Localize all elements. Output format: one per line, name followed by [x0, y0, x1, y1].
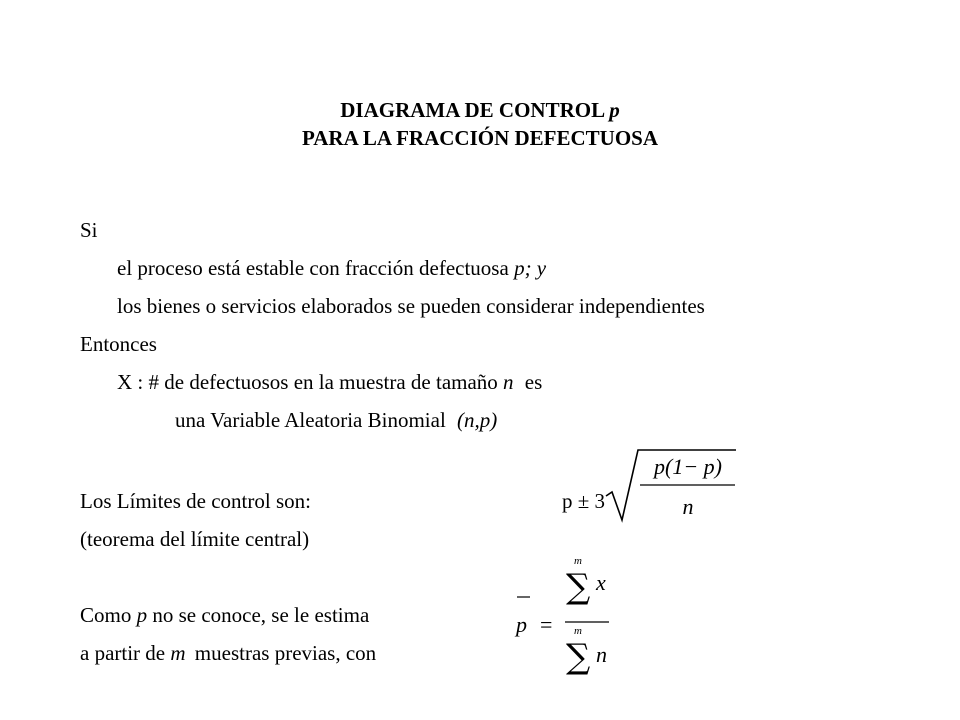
estima-suffix: no se conoce, se le estima [152, 603, 370, 627]
teorema-text: (teorema del límite central) [80, 527, 310, 551]
muestras-suffix: muestras previas, con [194, 641, 377, 665]
condition-2 [117, 293, 705, 319]
sqrt-formula [600, 448, 740, 538]
binomial-line [175, 407, 497, 433]
binomial-text: una Variable Aleatoria Binomial [175, 408, 446, 432]
estima-prefix: Como [80, 603, 132, 627]
teorema-line [80, 526, 309, 552]
denominator-sum-symbol: ∑ [566, 637, 591, 677]
x-definition [117, 369, 542, 395]
pbar-equals: = [540, 612, 553, 637]
page-subtitle [0, 124, 960, 152]
sqrt-numerator: p(1− p) [654, 454, 722, 479]
si-label [80, 217, 98, 243]
page-title [0, 96, 960, 124]
sqrt-denominator: n [682, 494, 694, 519]
denominator-var: n [596, 642, 607, 667]
binomial-params: (n,p) [457, 408, 498, 432]
numerator-var: x [596, 570, 606, 595]
limits-formula-prefix [562, 488, 605, 514]
condition-1-text: el proceso está estable con fracción defectuosa [117, 256, 509, 280]
condition-1-var: p; y [514, 256, 547, 280]
muestras-line [80, 640, 376, 666]
estima-var: p [136, 603, 148, 627]
title-line2: PARA LA FRACCIÓN DEFECTUOSA [301, 126, 659, 150]
numerator-sum-limit: m [574, 555, 582, 567]
numerator-sum-symbol: ∑ [566, 567, 591, 607]
pbar-lhs: p [516, 612, 527, 637]
muestras-prefix: a partir de [80, 641, 166, 665]
x-definition-suffix: es [524, 370, 543, 394]
limits-label [80, 488, 311, 514]
entonces-label [80, 331, 157, 357]
denominator-sum-limit: m [574, 625, 582, 637]
x-definition-text: X : # de defectuosos en la muestra de tamaño [117, 370, 498, 394]
muestras-var: m [170, 641, 186, 665]
estima-line [80, 602, 369, 628]
limits-label-text: Los Límites de control son: [80, 489, 311, 513]
limits-formula-prefix-text: p ± 3 [562, 489, 606, 513]
title-line1-prefix: DIAGRAMA DE CONTROL [340, 98, 604, 122]
x-definition-var: n [503, 370, 514, 394]
condition-1 [117, 255, 546, 281]
entonces-text: Entonces [80, 332, 157, 356]
pbar-formula [510, 552, 640, 682]
title-line1-var: p [609, 98, 620, 122]
si-text: Si [80, 218, 98, 242]
condition-2-text: los bienes o servicios elaborados se pueden considerar independientes [117, 294, 705, 318]
